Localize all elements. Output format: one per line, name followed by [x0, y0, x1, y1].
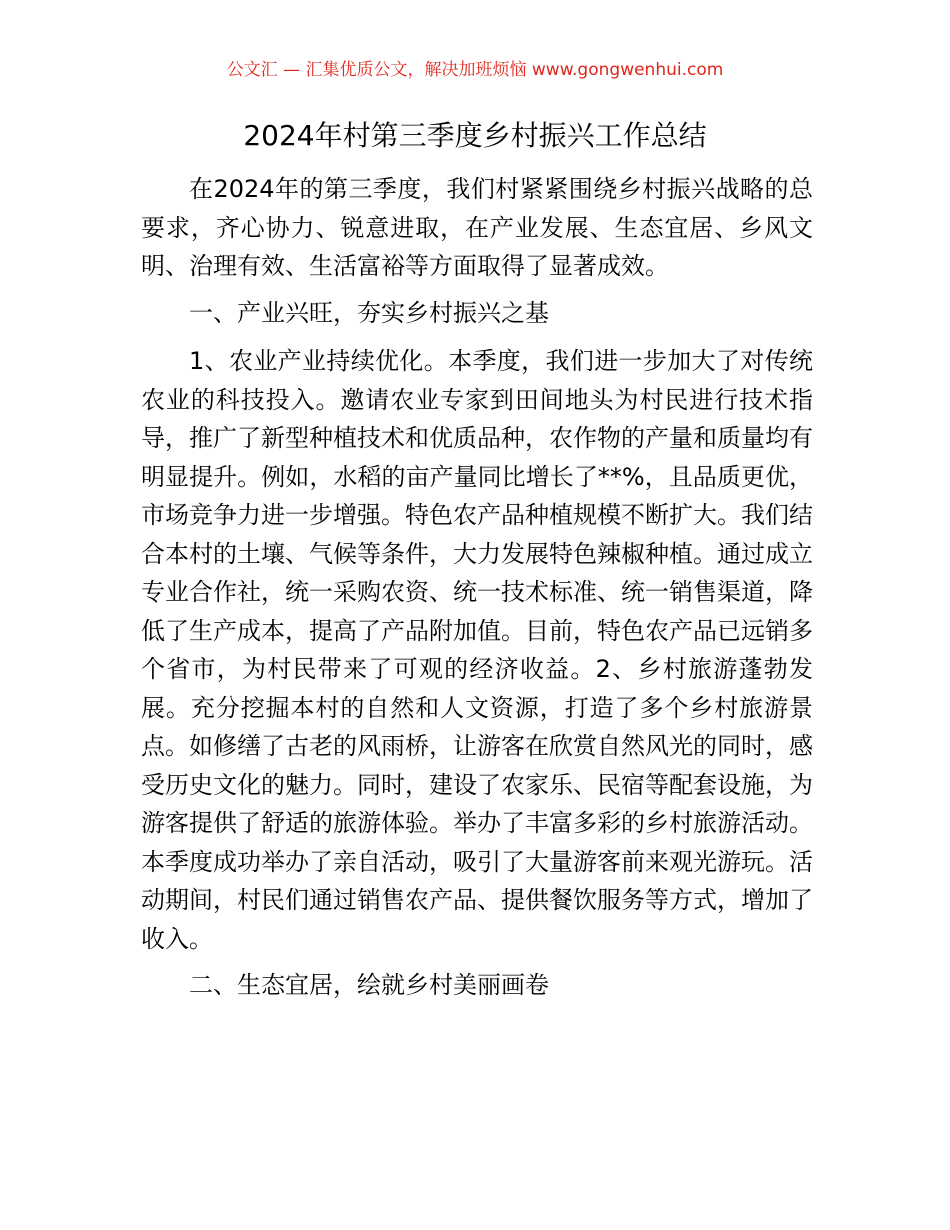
- document-title: 2024年村第三季度乡村振兴工作总结: [243, 119, 707, 152]
- header-banner: 公文汇 — 汇集优质公文，解决加班烦恼 www.gongwenhui.com: [226, 60, 724, 80]
- section-heading-1: 一、产业兴旺，夯实乡村振兴之基: [189, 298, 549, 327]
- section-heading-2: 二、生态宜居，绘就乡村美丽画卷: [189, 971, 549, 999]
- section-1-paragraph: 1、农业产业持续优化。本季度，我们进一步加大了对传统农业的科技投入。邀请农业专家到田间地头为村民进行技术指导，推广了新型种植技术和优质品种，农作物的产量和质量均有明显提升。例如，水稻的亩产量同比增长了**%，且品质更优，市场竞争力进一步增强。特色农产品种植规模不断扩大。我们结合本村的土壤、气候等条件，大力发展特色辣椒种植。通过成立专业合作社，统一采购农资、统一技术标准、统一销售渠道，降低了生产成本，提高了产品附加值。目前，特色农产品已远销多个省市，为村民带来了可观的经济收益。2、乡村旅游蓬勃发展。充分挖掘本村的自然和人文资源，打造了多个乡村旅游景点。如修缮了古老的风雨桥，让游客在欣赏自然风光的同时，感受历史文化的魅力。同时，建设了农家乐、民宿等配套设施，为游客提供了舒适的旅游体验。举办了丰富多彩的乡村旅游活动。本季度成功举办了亲自活动，吸引了大量游客前来观光游玩。活动期间，村民们通过销售农产品、提供餐饮服务等方式，增加了收入。: [141, 347, 813, 953]
- document-body: [141, 170, 813, 1013]
- intro-paragraph: 在2024年的第三季度，我们村紧紧围绕乡村振兴战略的总要求，齐心协力、锐意进取，在产业发展、生态宜居、乡风文明、治理有效、生活富裕等方面取得了显著成效。: [141, 175, 813, 280]
